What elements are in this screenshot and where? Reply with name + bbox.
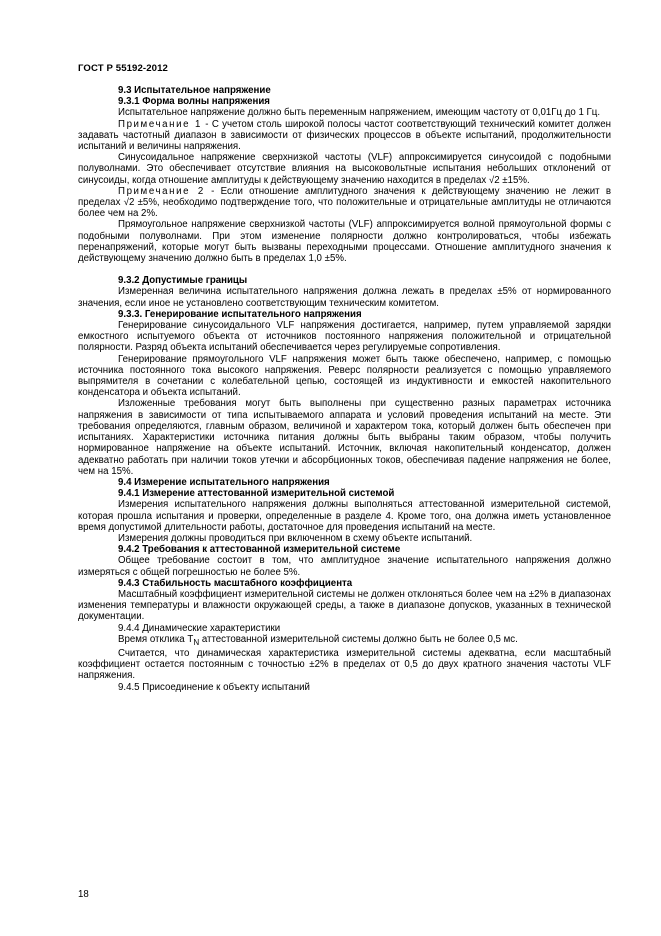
section-title-9-3-1: 9.3.1 Форма волны напряжения xyxy=(118,96,270,108)
note-2 xyxy=(78,186,611,220)
paragraph xyxy=(78,634,611,648)
paragraph: Измерения испытательного напряжения должны выполняться аттестованной измерительной системой, которая прошла испытания и проверки, определенные в разделе 4. Кроме того, она должна иметь установленное время допустимой длительности работы, достаточное для проведения испытаний на месте. xyxy=(78,499,611,533)
section-title-9-3-3: 9.3.3. Генерирование испытательного напряжения xyxy=(118,308,362,320)
text-fragment: Время отклика Т xyxy=(118,633,194,645)
section-title-9-4-3: 9.4.3 Стабильность масштабного коэффициента xyxy=(118,577,353,589)
paragraph: Общее требование состоит в том, что амплитудное значение испытательного напряжения должно измеряться с общей погрешностью не более 5%. xyxy=(78,555,611,578)
page-number: 18 xyxy=(78,889,89,900)
note-label: Примечание 1 xyxy=(118,118,202,130)
paragraph: Синусоидальное напряжение сверхнизкой частоты (VLF) аппроксимируется синусоидой с подобными полуволнами. Это обеспечивает отсутствие влияния на высоковольтные испытания небольших отклонений от синусоиды, когда отношение амплитуды к действующему значению находится в пределах √2 ±15%. xyxy=(78,152,611,186)
section-title-9-3-2: 9.3.2 Допустимые границы xyxy=(118,275,248,287)
paragraph: Считается, что динамическая характеристика измерительной системы адекватна, если масштабный коэффициент остается постоянным с точностью ±2% в пределах от 0,5 до двух кратного значения частоты VLF напряжения. xyxy=(78,647,611,682)
section-title-9-4-4: 9.4.4 Динамические характеристики xyxy=(118,622,281,634)
note-label: Примечание 2 xyxy=(118,185,205,197)
paragraph: Изложенные требования могут быть выполнены при существенно разных параметрах источника напряжения в зависимости от типа испытываемого аппарата и условий проведения испытаний на месте. Эти требования определяются, главным образом, величиной и характером тока, который должен быть обеспечен при испытаниях. Характеристики источника питания должны быть выбраны таким образом, чтобы получить нормированное напряжение на объекте испытаний. Источник, включая накопительный конденсатор, должен адекватно работать при наличии токов утечки и абсорбционных токов, обеспечивая падение напряжения не более, чем на 15%. xyxy=(78,398,611,477)
paragraph: Генерирование синусоидального VLF напряжения достигается, например, путем управляемой зарядки емкостного испытуемого объекта от источников постоянного напряжения положительной и отрицательной полярности. Разряд объекта испытаний обеспечивается через регулируемые сопротивления. xyxy=(78,320,611,354)
paragraph: Испытательное напряжение должно быть переменным напряжением, имеющим частоту от 0,01Гц до 1 Гц. xyxy=(118,107,601,119)
note-1 xyxy=(78,119,611,153)
document-header: ГОСТ Р 55192-2012 xyxy=(78,63,168,74)
paragraph: Измерения должны проводиться при включенном в схему объекте испытаний. xyxy=(118,532,473,544)
section-title-9-4-1: 9.4.1 Измерение аттестованной измерительной системой xyxy=(118,488,395,500)
note-text: - С учетом столь широкой полосы частот соответствующий технический комитет должен задавать частотный диапазон в зависимости от физических процессов в объекте испытаний, продолжительности испытаний и величины напряжения. xyxy=(78,118,611,153)
document-body xyxy=(78,85,611,693)
note-text: - Если отношение амплитудного значения к действующему значению не лежит в пределах √2 ±5%, необходимо подтверждение того, что положительные и отрицательные амплитуды не отличаются более чем на 2%. xyxy=(78,185,611,220)
paragraph: Генерирование прямоугольного VLF напряжения может быть также обеспечено, например, с помощью источника постоянного тока высокого напряжения. Реверс полярности реализуется с помощью управляемого выпрямителя в сочетании с колебательной цепью, состоящей из индуктивности и емкостей накопительного конденсатора и объекта испытаний. xyxy=(78,353,611,399)
section-title-9-4: 9.4 Измерение испытательного напряжения xyxy=(118,476,330,488)
paragraph: Прямоугольное напряжение сверхнизкой частоты (VLF) аппроксимируется волной прямоугольной формы с подобными полуволнами. При этом изменение полярности должно контролироваться, чтобы избежать перенапряжений, которые могут быть вызваны переходными процессами. Отношение амплитудного значения к действующему значению должно быть в пределах 1,0 ±5%. xyxy=(78,219,611,265)
text-fragment: аттестованной измерительной системы должно быть не более 0,5 мс. xyxy=(199,633,518,645)
section-title-9-3: 9.3 Испытательное напряжение xyxy=(118,85,271,96)
paragraph: Масштабный коэффициент измерительной системы не должен отклоняться более чем на ±2% в диапазонах изменения температуры и влажности окружающей среды, а также в диапазоне допусков, указанных в технической документации. xyxy=(78,588,611,623)
subscript: N xyxy=(193,637,200,647)
section-title-9-4-2: 9.4.2 Требования к аттестованной измерительной системе xyxy=(118,544,401,556)
paragraph: Измеренная величина испытательного напряжения должна лежать в пределах ±5% от нормированного значения, если иное не установлено соответствующим техническим комитетом. xyxy=(78,286,611,309)
section-title-9-4-5: 9.4.5 Присоединение к объекту испытаний xyxy=(118,681,310,693)
